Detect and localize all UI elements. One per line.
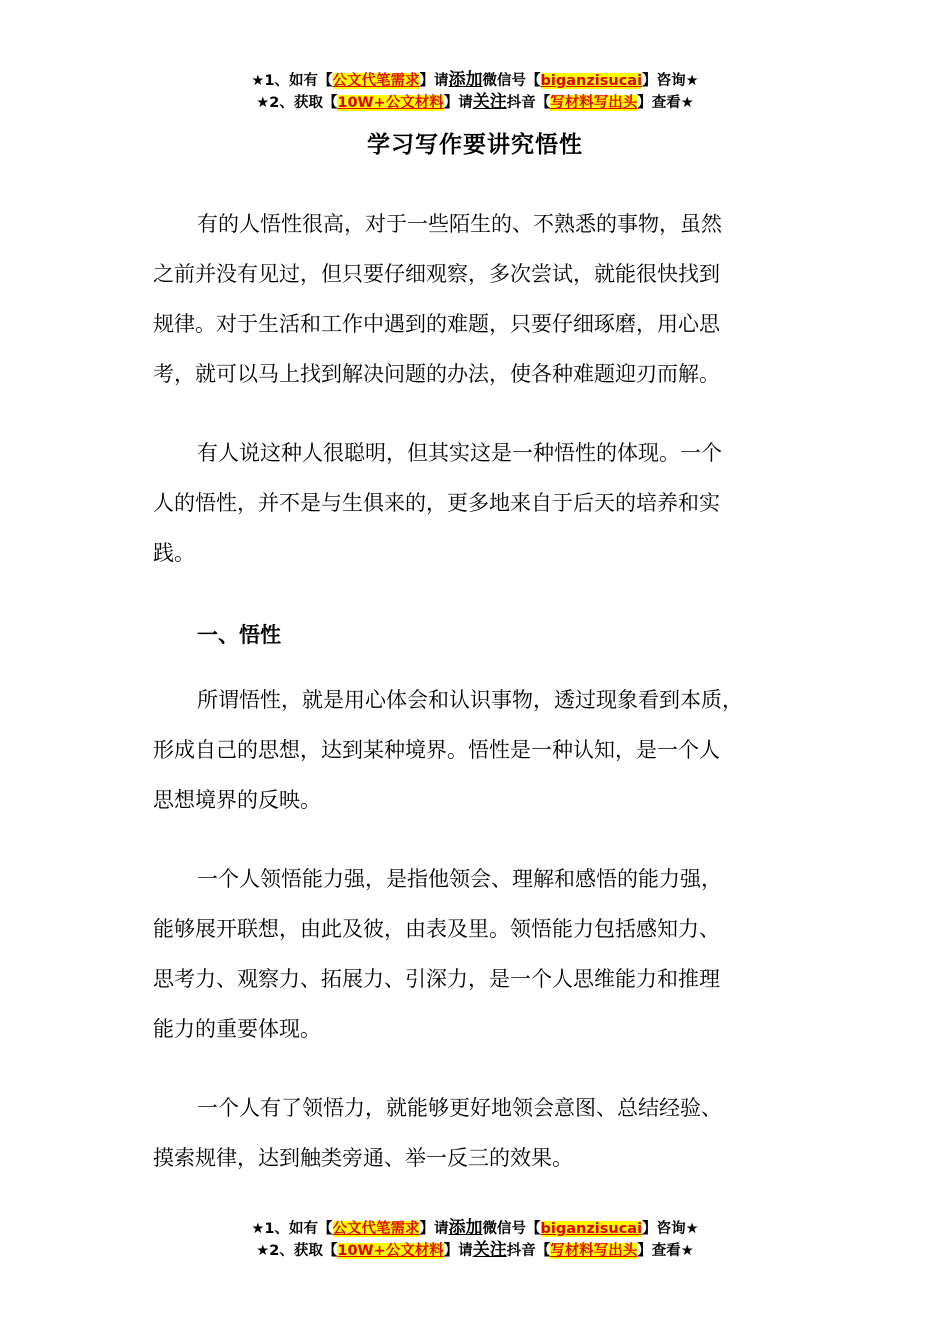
text-line: 考，就可以马上找到解决问题的办法，使各种难题迎刃而解。 bbox=[153, 362, 720, 386]
text-line: 之前并没有见过，但只要仔细观察，多次尝试，就能很快找到 bbox=[153, 262, 720, 286]
section-heading-1: 一、悟性 bbox=[197, 623, 281, 647]
promo-emphasis: 关注 bbox=[472, 1240, 507, 1260]
promo-line-2 bbox=[0, 92, 950, 114]
promo-line-2 bbox=[0, 1240, 950, 1262]
promo-text: 抖音【 bbox=[506, 1243, 551, 1259]
text-line: 有的人悟性很高，对于一些陌生的、不熟悉的事物，虽然 bbox=[197, 212, 722, 236]
promo-text: ★2、获取【 bbox=[256, 95, 338, 111]
text-line: 践。 bbox=[153, 541, 195, 565]
promo-text: 微信号【 bbox=[482, 73, 541, 89]
text-line: 形成自己的思想，达到某种境界。悟性是一种认知，是一个人 bbox=[153, 738, 720, 762]
promo-text: 】请 bbox=[419, 1221, 449, 1237]
promo-emphasis: 添加 bbox=[448, 70, 483, 90]
text-line: 能力的重要体现。 bbox=[153, 1017, 321, 1041]
service-highlight: 公文代笔需求 bbox=[332, 1221, 420, 1237]
promo-line-1 bbox=[0, 70, 950, 92]
text-line: 所谓悟性，就是用心体会和认识事物，透过现象看到本质， bbox=[197, 688, 743, 712]
text-line: 思想境界的反映。 bbox=[153, 788, 321, 812]
text-line: 一个人领悟能力强，是指他领会、理解和感悟的能力强， bbox=[197, 867, 722, 891]
promo-banner-bottom bbox=[0, 1218, 950, 1262]
promo-text: 】查看★ bbox=[637, 95, 694, 111]
paragraph-3 bbox=[153, 675, 803, 825]
text-line: 能够展开联想，由此及彼，由表及里。领悟能力包括感知力、 bbox=[153, 917, 720, 941]
promo-text: 】请 bbox=[443, 1243, 473, 1259]
promo-text: 】咨询★ bbox=[642, 73, 699, 89]
promo-emphasis: 关注 bbox=[472, 92, 507, 112]
promo-text: ★2、获取【 bbox=[256, 1243, 338, 1259]
text-line: 思考力、观察力、拓展力、引深力，是一个人思维能力和推理 bbox=[153, 967, 720, 991]
text-line: 人的悟性，并不是与生俱来的，更多地来自于后天的培养和实 bbox=[153, 491, 720, 515]
promo-text: 】查看★ bbox=[637, 1243, 694, 1259]
promo-text: 】请 bbox=[443, 95, 473, 111]
text-line: 有人说这种人很聪明，但其实这是一种悟性的体现。一个 bbox=[197, 441, 722, 465]
promo-emphasis: 添加 bbox=[448, 1218, 483, 1238]
promo-text: ★1、如有【 bbox=[251, 1221, 333, 1237]
paragraph-1 bbox=[153, 199, 803, 399]
douyin-account-highlight: 写材料写出头 bbox=[550, 1243, 638, 1259]
paragraph-2 bbox=[153, 428, 803, 578]
paragraph-4 bbox=[153, 854, 803, 1054]
service-highlight: 公文代笔需求 bbox=[332, 73, 420, 89]
promo-banner-top bbox=[0, 70, 950, 114]
text-line: 摸索规律，达到触类旁通、举一反三的效果。 bbox=[153, 1146, 573, 1170]
promo-text: 】请 bbox=[419, 73, 449, 89]
wechat-id-highlight: biganzisucai bbox=[540, 73, 643, 89]
document-title: 学习写作要讲究悟性 bbox=[367, 132, 583, 158]
douyin-account-highlight: 写材料写出头 bbox=[550, 95, 638, 111]
materials-highlight: 10W+公文材料 bbox=[337, 1243, 444, 1259]
paragraph-5 bbox=[153, 1083, 803, 1183]
wechat-id-highlight: biganzisucai bbox=[540, 1221, 643, 1237]
promo-text: 抖音【 bbox=[506, 95, 551, 111]
promo-text: ★1、如有【 bbox=[251, 73, 333, 89]
promo-line-1 bbox=[0, 1218, 950, 1240]
materials-highlight: 10W+公文材料 bbox=[337, 95, 444, 111]
text-line: 一个人有了领悟力，就能够更好地领会意图、总结经验、 bbox=[197, 1096, 722, 1120]
promo-text: 微信号【 bbox=[482, 1221, 541, 1237]
text-line: 规律。对于生活和工作中遇到的难题，只要仔细琢磨，用心思 bbox=[153, 312, 720, 336]
promo-text: 】咨询★ bbox=[642, 1221, 699, 1237]
